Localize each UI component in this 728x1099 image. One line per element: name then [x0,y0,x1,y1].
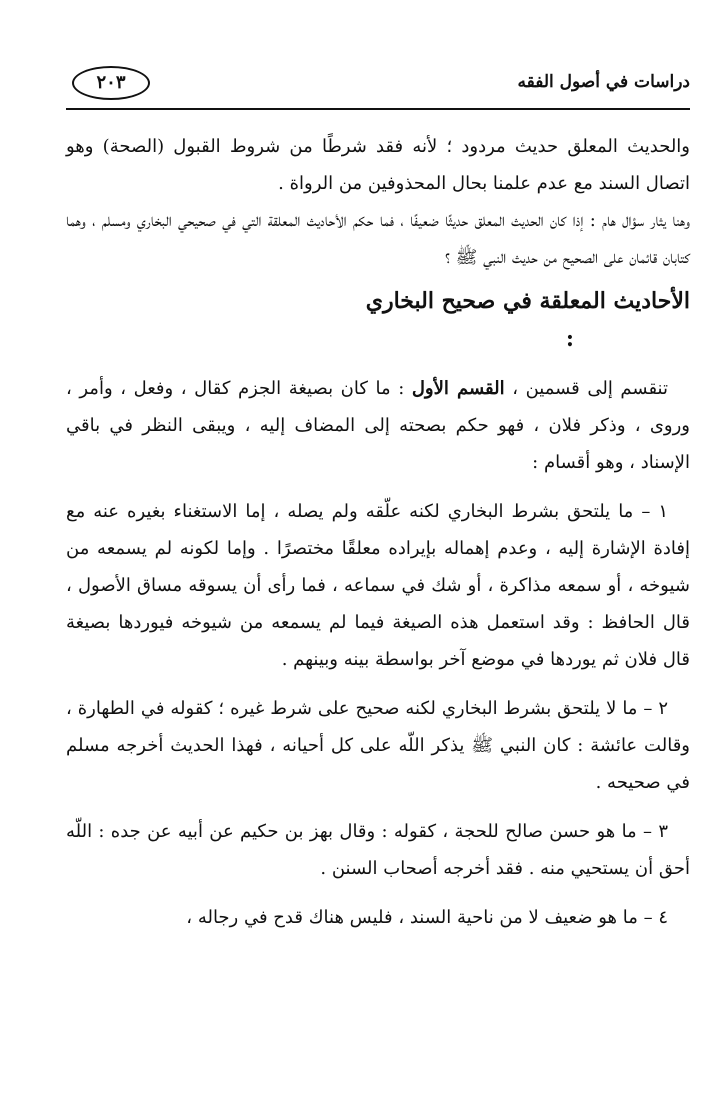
first-division-label: القسم الأول [411,378,505,399]
list-item-3: ٣ – ما هو حسن صالح للحجة ، كقوله : وقال بهز بن حكيم عن أبيه عن جده : اللّه أحق أن يستحيي منه . فقد أخرجه أصحاب السنن . [66,821,690,879]
page-header [66,62,690,118]
section-heading [66,282,690,358]
page-number: ٢٠٣ [72,66,150,100]
running-title: دراسات في أصول الفقه [517,72,690,92]
divisions-text: : ما كان بصيغة الجزم كقال ، وفعل ، وأمر ، وروى ، وذكر فلان ، فهو حكم بصحته إلى المضاف إليه ، ويبقى النظر في باقي الإسناد ، وهو أقسام : [66,378,690,473]
header-rule [66,108,690,110]
list-item-1: ١ – ما يلتحق بشرط البخاري لكنه علّقه ولم يصله ، إما الاستغناء بغيره عنه مع إفادة الإشارة إليه ، وعدم إهماله بإيراده معلقًا مختصرًا . وإما لكونه لم يسمعه من شيوخه ، أو سمعه مذاكرة ، أو شك في سماعه ، فما رأى أن يسوقه مساق الأصول ، قال الحافظ : وقد استعمل هذه الصيغة فيما لم يسمعه من شيوخه فيوردها بصيغة قال فلان ثم يوردها في موضع آخر بواسطة بينه وبينهم . [66,501,690,670]
page-body [66,128,690,936]
list-item-4: ٤ – ما هو ضعيف لا من ناحية السند ، فليس هناك قدح في رجاله ، [186,907,668,928]
list-item-2: ٢ – ما لا يلتحق بشرط البخاري لكنه صحيح على شرط غيره ؛ كقوله في الطهارة ، وقالت عائشة : كان النبي ﷺ يذكر اللّه على كل أحيانه ، فهذا الحديث أخرجه مسلم في صحيحه . [66,698,690,793]
paragraph-question: وهنا يثار سؤال هام : إذا كان الحديث المعلق حديثًا ضعيفًا ، فما حكم الأحاديث المعلقة التي في صحيحي البخاري ومسلم ، وهما كتابان قائمان على الصحيح من حديث النبي ﷺ ؟ [66,210,690,268]
section-heading-title: الأحاديث المعلقة في صحيح البخاري [365,288,690,314]
paragraph-mu-allaq-definition: والحديث المعلق حديث مردود ؛ لأنه فقد شرطًا من شروط القبول (الصحة) وهو اتصال السند مع عدم علمنا بحال المحذوفين من الرواة . [66,136,690,194]
divisions-intro: تنقسم إلى قسمين ، [504,378,668,399]
section-heading-colon: : [565,326,574,352]
paragraph-divisions [66,370,690,481]
